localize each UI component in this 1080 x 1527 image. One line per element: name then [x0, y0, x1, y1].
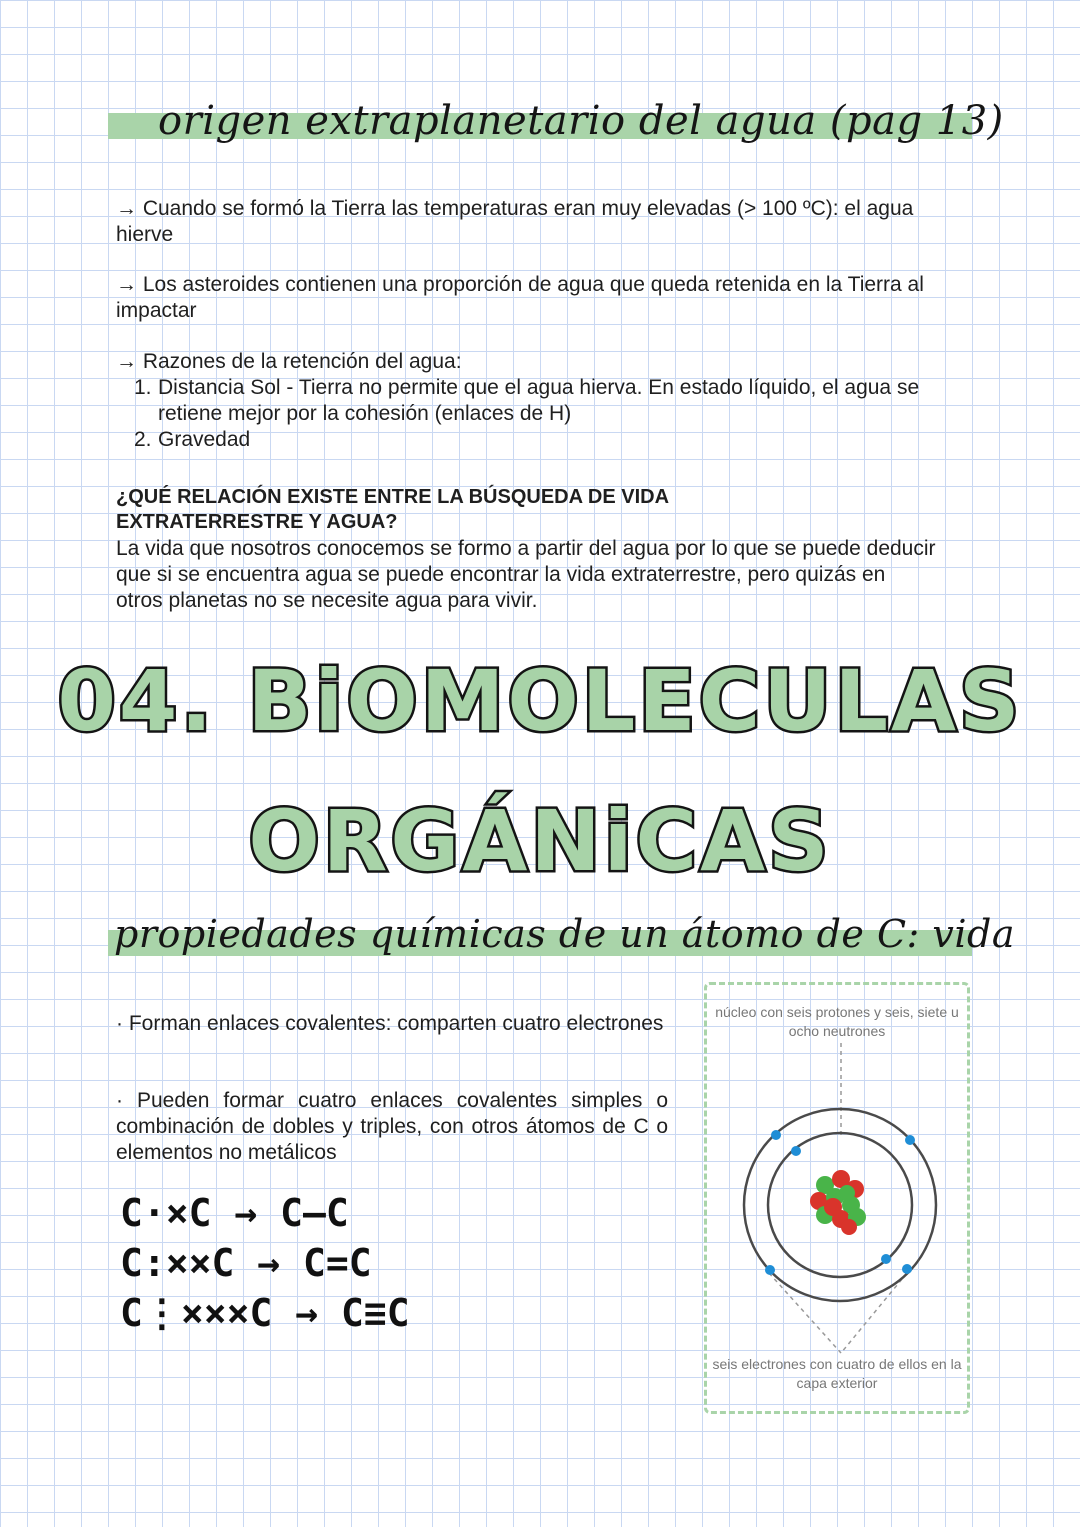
formula-double-bond: C:××C → C=C — [120, 1241, 372, 1285]
chapter-title-line2: ORGÁNiCAS — [248, 792, 832, 890]
electron — [791, 1146, 801, 1156]
formula-single-bond: C·×C → C–C — [120, 1191, 349, 1235]
list-item — [134, 427, 966, 453]
question-heading: ¿QUÉ RELACIÓN EXISTE ENTRE LA BÚSQUEDA DE VIDA EXTRATERRESTRE Y AGUA? — [116, 486, 669, 533]
electron — [765, 1265, 775, 1275]
point-asteroids-text: → Los asteroides contienen una proporción de agua que queda retenida en la Tierra al impactar — [116, 273, 924, 322]
electron — [771, 1130, 781, 1140]
bullet-covalent-text: · Forman enlaces covalentes: comparten cuatro electrones — [116, 1012, 664, 1035]
list-item — [134, 375, 966, 427]
list-item-text: Gravedad — [158, 428, 251, 451]
reasons-list — [134, 375, 966, 453]
point-asteroids — [116, 272, 966, 324]
electron — [905, 1135, 915, 1145]
caption-nucleus: núcleo con seis protones y seis, siete u ocho neutrones — [715, 1004, 959, 1039]
chapter-title-line1: 04. BiOMOLECULAS — [57, 652, 1023, 750]
answer-text: La vida que nosotros conocemos se formo a partir del agua por lo que se puede deducir que si se encuentra agua se puede encontrar la vida extraterrestre, pero quizás en otros planetas no se necesite agua para vivir. — [116, 537, 936, 612]
list-number: 1. — [134, 376, 152, 399]
pointer-line — [841, 1273, 907, 1353]
point-temperature — [116, 196, 966, 248]
bullet-four-bonds — [116, 1088, 668, 1166]
reasons-intro: → Razones de la retención del agua: — [116, 350, 462, 373]
caption-electrons: seis electrones con cuatro de ellos en la capa exterior — [712, 1356, 962, 1391]
nucleus — [810, 1170, 866, 1235]
pointer-line — [769, 1273, 841, 1353]
bullet-covalent — [116, 1011, 668, 1037]
carbon-atom-diagram — [707, 1043, 967, 1373]
point-reasons — [116, 349, 966, 375]
electron — [881, 1254, 891, 1264]
electron — [902, 1264, 912, 1274]
atom-diagram-frame — [704, 982, 970, 1414]
question-answer — [116, 536, 936, 614]
point-temperature-text: → Cuando se formó la Tierra las temperaturas eran muy elevadas (> 100 ºC): el agua hierve — [116, 197, 914, 246]
list-item-text: Distancia Sol - Tierra no permite que el agua hierva. En estado líquido, el agua se retiene mejor por la cohesión (enlaces de H) — [158, 376, 920, 425]
section-title-water-origin: origen extraplanetario del agua (pag 13) — [158, 98, 1004, 144]
formula-triple-bond: C⋮×××C → C≡C — [120, 1291, 410, 1335]
list-number: 2. — [134, 428, 152, 451]
section-title-carbon: propiedades químicas de un átomo de C: vida — [114, 912, 1016, 956]
bullet-four-bonds-text: · Pueden formar cuatro enlaces covalentes simples o combinación de dobles y triples, con otros átomos de C o elementos no metálicos — [116, 1089, 668, 1164]
